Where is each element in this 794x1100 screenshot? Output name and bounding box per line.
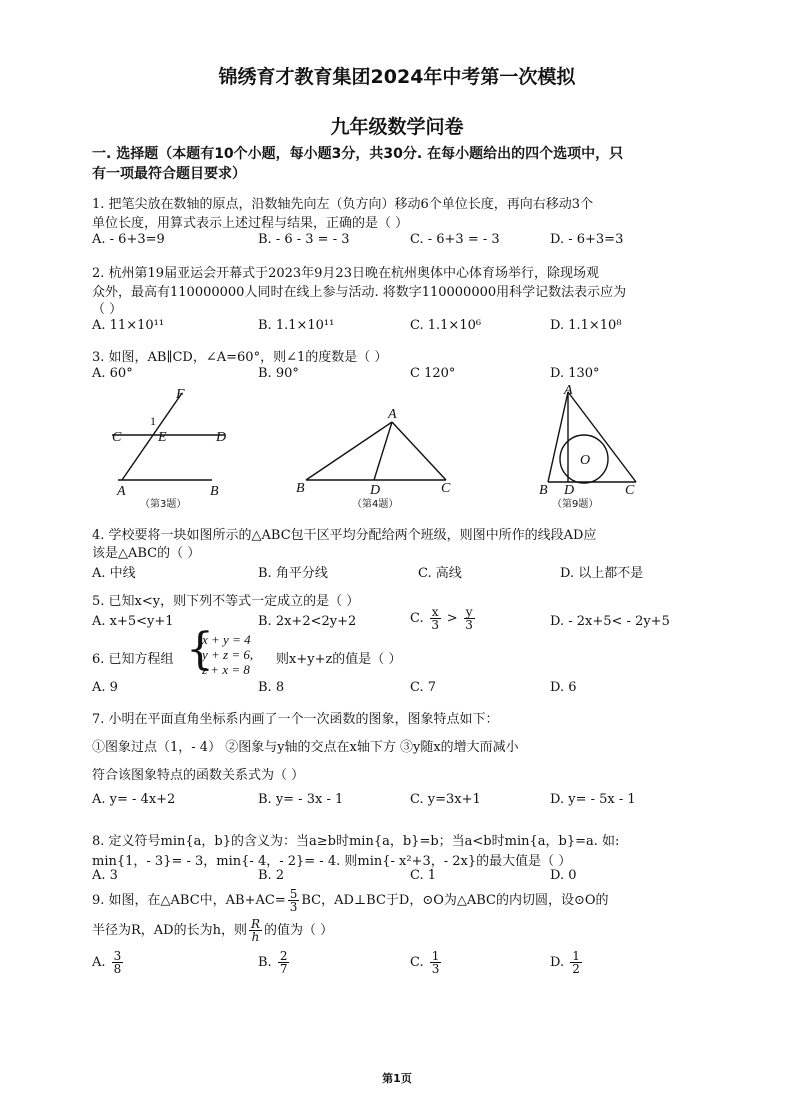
fig9-label-a: A xyxy=(564,383,573,398)
q7-option-c: C. y=3x+1 xyxy=(410,792,481,807)
q1-option-b: B. - 6 - 3 = - 3 xyxy=(258,232,350,247)
side-ab xyxy=(548,392,568,482)
q9-option-a xyxy=(92,950,125,975)
fraction-denominator: 3 xyxy=(465,618,473,632)
fraction-numerator: 1 xyxy=(572,949,580,963)
figure-9-incircle xyxy=(539,383,636,510)
q9-text-prefix: 9. 如图，在△ABC中，AB+AC= xyxy=(92,893,286,908)
q9-option-d-label: D. xyxy=(550,955,565,970)
fig3-label-e: E xyxy=(158,430,167,445)
side-ac xyxy=(568,392,636,482)
fig9-label-o: O xyxy=(580,453,591,468)
q5-option-a: A. x+5<y+1 xyxy=(92,614,174,629)
q6-option-b: B. 8 xyxy=(258,680,285,695)
fig3-label-b: B xyxy=(210,484,219,499)
q2-text-line2: 众外，最高有110000000人同时在线上参与活动. 将数字110000000用科学记数法表示应为 xyxy=(92,285,627,300)
q1-text-line2: 单位长度，用算式表示上述过程与结果，正确的是（ ） xyxy=(92,216,409,231)
q7-option-b: B. y= - 3x - 1 xyxy=(258,792,344,807)
fraction-numerator: 5 xyxy=(289,887,298,901)
q6-option-a: A. 9 xyxy=(92,680,118,695)
fraction-x-over-3 xyxy=(430,606,441,631)
section-heading-line1: 一. 选择题（本题有10个小题，每小题3分，共30分. 在每小题给出的四个选项中，只 xyxy=(92,146,624,162)
fig9-caption: （第9题） xyxy=(552,499,599,510)
fraction-denominator: 3 xyxy=(431,962,440,976)
q4-option-d: D. 以上都不是 xyxy=(560,566,644,581)
side-ac xyxy=(392,422,446,480)
fig3-label-d: D xyxy=(216,430,227,445)
exam-title: 锦绣育才教育集团2024年中考第一次模拟 xyxy=(218,66,576,88)
q4-text-line2: 该是△ABC的（ ） xyxy=(92,546,201,561)
q8-text-line2: min{1，- 3}= - 3，min{- 4，- 2}= - 4. 则min{- x²+3，- 2x}的最大值是（ ） xyxy=(92,854,572,869)
q2-text-line1: 2. 杭州第19届亚运会开幕式于2023年9月23日晚在杭州奥体中心体育场举行，除现场观 xyxy=(92,266,599,281)
q3-option-d: D. 130° xyxy=(550,366,600,381)
equation-system-brace: { xyxy=(186,624,214,675)
q7-text-line3: 符合该图象特点的函数关系式为（ ） xyxy=(92,768,305,783)
fraction-r-over-h xyxy=(249,918,262,943)
fraction-numerator: R xyxy=(250,917,261,931)
fig3-label-f: F xyxy=(176,387,185,402)
q4-option-b: B. 角平分线 xyxy=(258,566,328,581)
q6-equation-3: z + x = 8 xyxy=(202,662,250,677)
figure-3-parallel-lines xyxy=(112,387,226,510)
fraction-numerator: 1 xyxy=(431,949,440,963)
side-ab xyxy=(306,422,392,480)
q2-option-d: D. 1.1×10⁸ xyxy=(550,318,622,333)
q8-option-c: C. 1 xyxy=(410,868,437,883)
fig9-label-c: C xyxy=(625,483,635,498)
q6-text-suffix: 则x+y+z的值是（ ） xyxy=(276,652,402,667)
fig4-label-b: B xyxy=(296,481,305,496)
q9-option-b xyxy=(258,950,291,975)
q1-option-a: A. - 6+3=9 xyxy=(92,232,165,247)
q4-option-c: C. 高线 xyxy=(418,566,462,581)
fraction-denominator: 3 xyxy=(431,618,439,632)
fig4-label-d: D xyxy=(370,483,381,498)
q9-text-line2 xyxy=(92,918,333,943)
q9-option-d xyxy=(550,950,584,975)
q6-equation-2: y + z = 6, xyxy=(202,647,254,662)
q7-option-d: D. y= - 5x - 1 xyxy=(550,792,636,807)
q6-equation-1: x + y = 4 xyxy=(202,632,251,647)
q2-text-line3: （ ） xyxy=(92,302,123,317)
q2-option-c: C. 1.1×10⁶ xyxy=(410,318,482,333)
figure-4-triangle xyxy=(296,407,451,510)
fraction-2-over-7 xyxy=(278,950,290,975)
q2-option-b: B. 1.1×10¹¹ xyxy=(258,318,335,333)
q6-option-d: D. 6 xyxy=(550,680,577,695)
q9-option-c xyxy=(410,950,443,975)
fraction-numerator: 3 xyxy=(113,949,122,963)
fraction-3-over-8 xyxy=(112,950,124,975)
figures-row xyxy=(0,380,794,515)
q9-option-a-label: A. xyxy=(92,955,106,970)
fraction-1-over-3 xyxy=(430,950,442,975)
q8-option-b: B. 2 xyxy=(258,868,285,883)
q8-option-d: D. 0 xyxy=(550,868,577,883)
q5-option-d: D. - 2x+5< - 2y+5 xyxy=(550,614,670,629)
q9-option-b-label: B. xyxy=(258,955,272,970)
q2-option-a: A. 11×10¹¹ xyxy=(92,318,165,333)
q9-text-middle: BC，AD⊥BC于D，⊙O为△ABC的内切圆，设⊙O的 xyxy=(301,893,609,908)
fig3-label-c: C xyxy=(112,430,122,445)
fraction-denominator: 8 xyxy=(113,962,122,976)
segment-ad xyxy=(374,422,392,480)
fraction-denominator: 2 xyxy=(572,962,580,976)
q9-option-c-label: C. xyxy=(410,955,424,970)
fig3-label-1: 1 xyxy=(150,414,156,428)
q8-text-line1: 8. 定义符号min{a，b}的含义为：当a≥b时min{a，b}=b；当a<b时min{a，b}=a. 如: xyxy=(92,834,620,849)
fraction-denominator: 3 xyxy=(289,900,298,914)
q7-option-a: A. y= - 4x+2 xyxy=(92,792,176,807)
greater-than-sign: > xyxy=(446,611,458,626)
fig9-label-b: B xyxy=(539,483,548,498)
q9-text-line2-prefix: 半径为R，AD的长为h，则 xyxy=(92,923,247,938)
page-number: 第1页 xyxy=(382,1072,412,1085)
fig3-caption: （第3题） xyxy=(140,499,187,510)
q1-text-line1: 1. 把笔尖放在数轴的原点，沿数轴先向左（负方向）移动6个单位长度，再向右移动3个 xyxy=(92,197,594,212)
q3-option-c: C 120° xyxy=(410,366,456,381)
fraction-numerator: y xyxy=(465,605,473,619)
q1-option-d: D. - 6+3=3 xyxy=(550,232,624,247)
q9-text-line1 xyxy=(92,888,609,913)
q7-text-line2: ①图象过点（1，- 4） ②图象与y轴的交点在x轴下方 ③y随x的增大而减小 xyxy=(92,740,519,755)
q3-text: 3. 如图，AB∥CD，∠A=60°，则∠1的度数是（ ） xyxy=(92,350,388,365)
q8-option-a: A. 3 xyxy=(92,868,118,883)
q1-option-c: C. - 6+3 = - 3 xyxy=(410,232,500,247)
q9-text-line2-suffix: 的值为（ ） xyxy=(264,923,334,938)
q5-option-c xyxy=(410,606,477,631)
q6-text-prefix: 6. 已知方程组 xyxy=(92,652,174,667)
q3-option-b: B. 90° xyxy=(258,366,299,381)
fig9-label-d: D xyxy=(564,483,575,498)
fig4-label-a: A xyxy=(388,407,397,422)
q3-option-a: A. 60° xyxy=(92,366,133,381)
q7-text-line1: 7. 小明在平面直角坐标系内画了一个一次函数的图象，图象特点如下： xyxy=(92,712,499,727)
exam-subtitle: 九年级数学问卷 xyxy=(330,116,464,138)
q5-text: 5. 已知x<y，则下列不等式一定成立的是（ ） xyxy=(92,594,360,609)
fraction-1-over-2 xyxy=(570,950,582,975)
fraction-denominator: h xyxy=(251,930,260,944)
fraction-5-over-3 xyxy=(288,888,300,913)
fraction-numerator: x xyxy=(431,605,439,619)
fraction-y-over-3 xyxy=(464,606,475,631)
q5-option-c-label: C. xyxy=(410,611,424,626)
section-heading-line2: 有一项最符合题目要求） xyxy=(92,166,246,182)
fig4-caption: （第4题） xyxy=(352,499,399,510)
fraction-denominator: 7 xyxy=(279,962,288,976)
fraction-numerator: 2 xyxy=(279,949,288,963)
transversal-line xyxy=(122,393,182,480)
q4-text-line1: 4. 学校要将一块如图所示的△ABC包干区平均分配给两个班级，则图中所作的线段AD应 xyxy=(92,528,597,543)
q4-option-a: A. 中线 xyxy=(92,566,136,581)
q6-option-c: C. 7 xyxy=(410,680,437,695)
q5-option-b: B. 2x+2<2y+2 xyxy=(258,614,357,629)
fig3-label-a: A xyxy=(117,484,126,499)
fig4-label-c: C xyxy=(441,481,451,496)
